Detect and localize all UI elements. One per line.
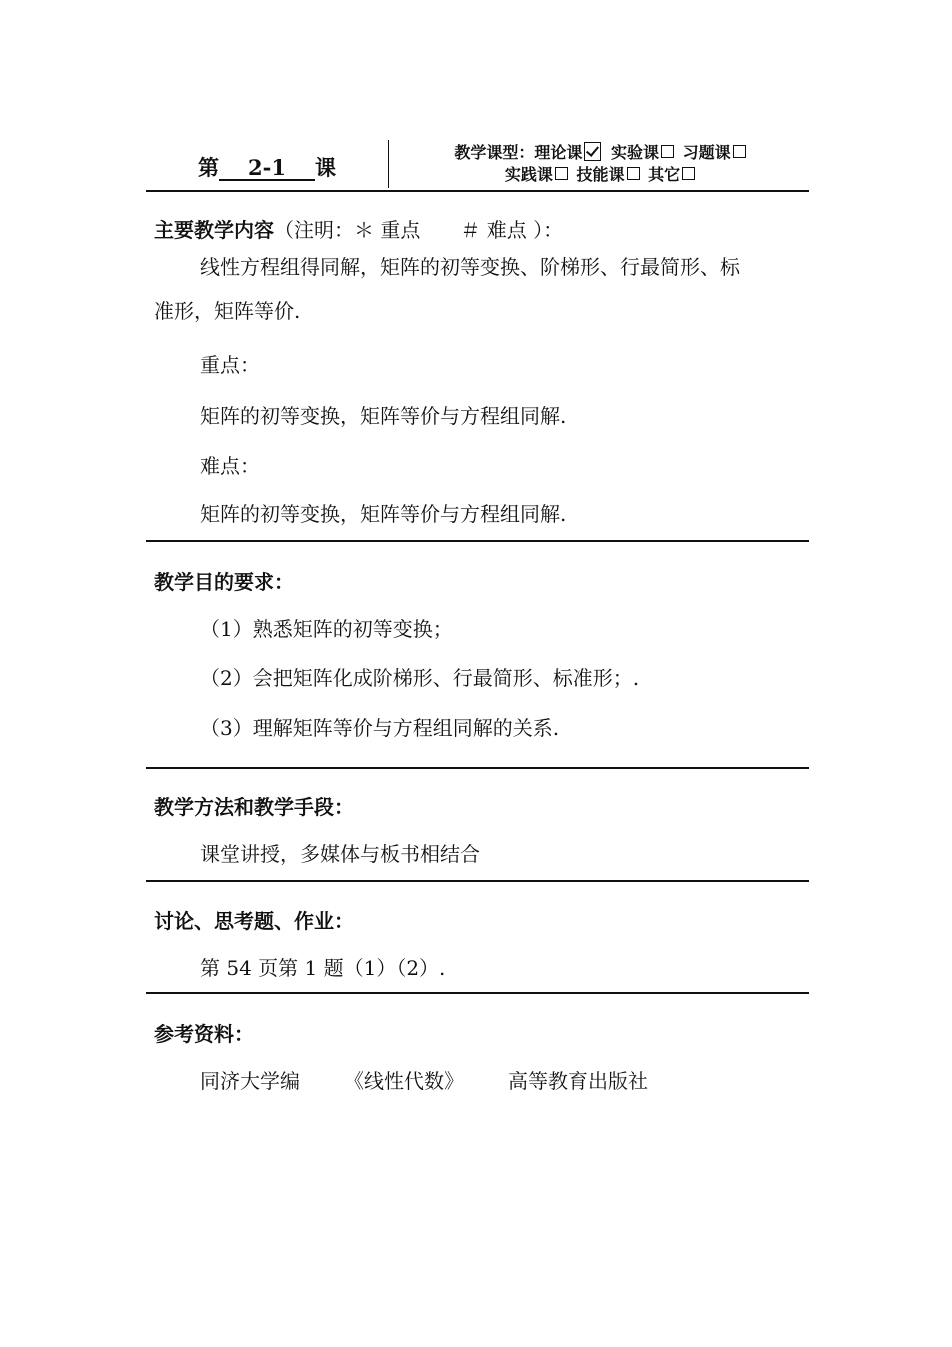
content-heading-text: 主要教学内容 xyxy=(154,218,274,242)
type-exercise-checkbox[interactable] xyxy=(733,145,746,158)
content-heading xyxy=(154,214,563,243)
lesson-number xyxy=(198,152,336,182)
homework-heading: 讨论、思考题、作业： xyxy=(154,909,354,933)
objective-item-3: （3）理解矩阵等价与方程组同解的关系. xyxy=(200,716,560,740)
reference-book: 《线性代数》 xyxy=(344,1069,464,1093)
content-body-line-2: 准形，矩阵等价. xyxy=(154,299,301,323)
type-other-checkbox[interactable] xyxy=(682,167,695,180)
objective-item-1: （1）熟悉矩阵的初等变换； xyxy=(200,617,453,641)
lesson-prefix: 第 xyxy=(198,155,219,180)
reference-publisher: 高等教育出版社 xyxy=(508,1069,648,1093)
type-lab-label: 实验课 xyxy=(611,143,660,162)
section-divider xyxy=(146,880,809,882)
lesson-type-row-1 xyxy=(394,142,809,164)
header-divider xyxy=(388,140,389,188)
type-skill-label: 技能课 xyxy=(576,165,625,184)
lesson-number-cell xyxy=(146,140,388,188)
type-lab-checkbox[interactable] xyxy=(661,145,674,158)
section-divider xyxy=(146,767,809,769)
key-points-text: 矩阵的初等变换，矩阵等价与方程组同解. xyxy=(200,404,567,428)
key-points-label: 重点： xyxy=(200,353,260,377)
objective-item-2: （2）会把矩阵化成阶梯形、行最简形、标准形；. xyxy=(200,666,640,690)
type-skill-checkbox[interactable] xyxy=(627,167,640,180)
lesson-header xyxy=(146,140,809,192)
reference-author: 同济大学编 xyxy=(200,1069,300,1093)
type-theory-label: 理论课 xyxy=(534,143,583,162)
content-heading-note: （注明：＊ 重点 ＃ 难点 ）： xyxy=(274,218,564,242)
section-divider xyxy=(146,540,809,542)
lesson-type-cell xyxy=(394,142,809,186)
type-other-label: 其它 xyxy=(648,165,681,184)
homework-text: 第 54 页第 1 题（1）（2）. xyxy=(200,956,446,980)
lesson-type-row-2 xyxy=(394,164,809,186)
difficult-points-label: 难点： xyxy=(200,454,260,478)
type-theory-checkbox-checked[interactable] xyxy=(584,142,601,161)
difficult-points-text: 矩阵的初等变换，矩阵等价与方程组同解. xyxy=(200,502,567,526)
content-body-line-1: 线性方程组得同解，矩阵的初等变换、阶梯形、行最简形、标 xyxy=(200,255,740,279)
reference-entry xyxy=(200,1068,648,1094)
type-practice-checkbox[interactable] xyxy=(555,167,568,180)
type-practice-label: 实践课 xyxy=(504,165,553,184)
methods-text: 课堂讲授，多媒体与板书相结合 xyxy=(200,842,480,866)
lesson-type-label: 教学课型： xyxy=(454,143,535,162)
references-heading: 参考资料： xyxy=(154,1022,254,1046)
lesson-number-value: 2-1 xyxy=(219,157,315,181)
section-divider xyxy=(146,992,809,994)
lesson-suffix: 课 xyxy=(315,155,336,180)
type-exercise-label: 习题课 xyxy=(682,143,731,162)
methods-heading: 教学方法和教学手段： xyxy=(154,795,354,819)
objectives-heading: 教学目的要求： xyxy=(154,570,294,594)
